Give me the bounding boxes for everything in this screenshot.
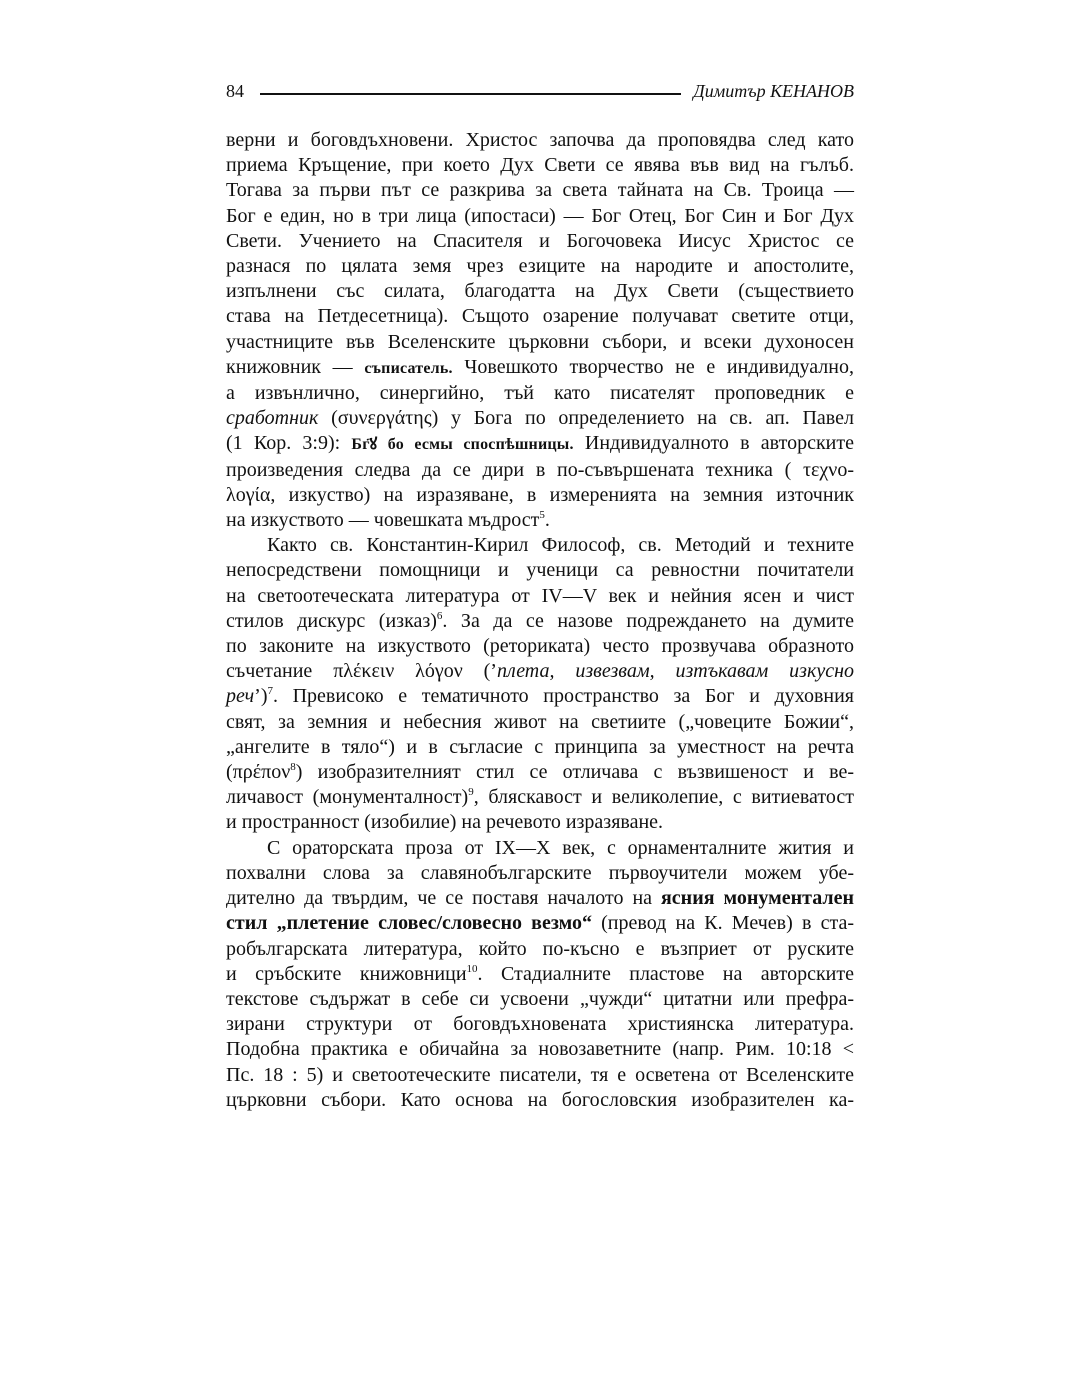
- text-run: ) изобразителният стил се отличава с възвишеност и ве-: [295, 761, 854, 784]
- text-line: участниците във Вселенските църковни събори, и всеки духоносен: [226, 330, 854, 353]
- text-run: ’): [254, 685, 268, 708]
- bold-term: стил „плетение словес/словесно везмо“: [226, 912, 592, 935]
- text-line: на светоотеческата литература от IV—V век и нейния ясен и чист: [226, 584, 854, 607]
- italic-term: сработник: [226, 407, 319, 430]
- text-line: Тогава за първи път се разкрива за света тайната на Св. Троица —: [226, 179, 854, 202]
- text-run: на изкуството — човешката мъдрост: [226, 509, 540, 532]
- text-run: , бляскавост и великолепие, с витиеватост: [473, 786, 855, 809]
- footnote-ref: 6: [436, 609, 443, 622]
- text-run: (превод на К. Мечев) в ста-: [591, 912, 854, 935]
- text-line: [226, 406, 854, 431]
- text-line: λογία, изкуство) на изразяване, в измеренията на земния източник: [226, 483, 854, 506]
- old-slavonic-word: съписатель.: [364, 359, 453, 377]
- text-line: и пространност (изобилие) на речевото изразяване.: [226, 811, 664, 834]
- running-head-author: Димитър КЕНАНОВ: [693, 81, 854, 101]
- text-line: Свети. Учението на Спасителя и Богочовека Иисус Христос се: [226, 229, 854, 252]
- text-line: текстове съдържат в себе си усвоени „чужди“ цитатни или префра-: [226, 987, 854, 1010]
- text-line: Пс. 18 : 5) и светоотеческите писатели, тя е осветена от Вселенските: [226, 1063, 854, 1086]
- footnote-ref: 7: [267, 685, 273, 698]
- old-slavonic-quote: Бг҃ꙋ бо есмы споспѣшницы.: [351, 436, 574, 454]
- text-line: изпълнени със силата, благодатта на Дух Свети (съществието: [226, 280, 854, 303]
- text-line: а извънлично, синергийно, тъй като писателят проповедник е: [226, 382, 854, 405]
- text-run: стилов дискурс (изказ): [226, 609, 437, 632]
- text-run: дително да твърдим, че се поставя началото на: [226, 887, 661, 910]
- text-line: [226, 684, 854, 709]
- text-line: робългарската литература, който по-късно е възприет от руските: [226, 937, 854, 960]
- text-line: по законите на изкуството (реториката) често прозвучава образното: [226, 635, 854, 658]
- text-line: [226, 659, 854, 684]
- text-line: [226, 785, 854, 810]
- text-line: разнася по цялата земя чрез езиците на народите и апостолите,: [226, 255, 854, 278]
- footnote-ref: 10: [466, 962, 478, 975]
- text-line: свят, за земния и небесния живот на светиите („човеците Божии“,: [226, 710, 854, 733]
- text-line: [226, 760, 854, 785]
- text-run: и сръбските книжовници: [226, 962, 467, 985]
- text-line: [226, 911, 854, 936]
- body-text: [226, 128, 854, 1113]
- footnote-ref: 5: [539, 509, 545, 522]
- text-line: Бог е един, но в три лица (ипостаси) — Бог Отец, Бог Син и Бог Дух: [226, 204, 854, 227]
- text-line: непосредствени помощници и ученици са ревностни почитатели: [226, 559, 854, 582]
- footnote-ref: 8: [290, 761, 296, 774]
- text-line: произведения следва да се дири в по-съвършената техника ( τεχνο-: [226, 458, 854, 481]
- bold-term: ясния монументален: [660, 887, 854, 910]
- text-run: . Стадиалните пластове на авторските: [477, 962, 854, 985]
- text-line: [226, 609, 854, 634]
- text-line: „ангелите в тяло“) и в съгласие с принципа за уместност на речта: [226, 735, 854, 758]
- text-line: приема Кръщение, при което Дух Свети се явява във вид на гълъб.: [226, 154, 854, 177]
- text-run: . Превисоко е тематичното пространство за Бог и духовния: [272, 685, 854, 708]
- text-line: Както св. Константин-Кирил Философ, св. Методий и техните: [267, 534, 854, 557]
- text-line: верни и боговдъхновени. Христос започва да проповядва след като: [226, 129, 854, 151]
- text-run: личавост (монументалност): [226, 786, 469, 809]
- text-run: Индивидуалното в авторските: [573, 432, 855, 455]
- text-run: (1 Кор. 3:9):: [226, 432, 352, 455]
- text-line: [226, 962, 854, 987]
- text-run: . За да се назове подреждането на думите: [442, 609, 854, 632]
- text-line: [226, 886, 854, 911]
- text-line: [226, 355, 854, 381]
- italic-gloss: плета, извезвам, изтъкавам изкусно: [496, 660, 854, 683]
- text-line: Подобна практика е обичайна за новозаветните (напр. Рим. 10:18 <: [226, 1038, 854, 1061]
- paragraph-1: [226, 128, 854, 533]
- text-run: книжовник —: [226, 355, 365, 378]
- page-header: [226, 76, 854, 102]
- page-number: 84: [226, 81, 244, 101]
- text-run: съчетание πλέκειν λόγον (’: [226, 660, 497, 683]
- header-rule: [260, 93, 681, 95]
- text-run: Човешкото творчество не е индивидуално,: [452, 355, 854, 378]
- text-run: .: [544, 509, 550, 532]
- text-line: [226, 508, 854, 533]
- text-run: (πρέπον: [226, 761, 291, 784]
- paragraph-3: [226, 836, 854, 1113]
- paragraph-2: [226, 533, 854, 835]
- text-run: (συνεργάτης) у Бога по определението на св. ап. Павел: [318, 407, 854, 430]
- text-line: [226, 431, 854, 457]
- footnote-ref: 9: [468, 786, 474, 799]
- text-line: църковни събори. Като основа на богословския изобразителен ка-: [226, 1088, 854, 1111]
- text-line: С ораторската проза от IX—X век, с орнаменталните жития и: [267, 836, 854, 859]
- italic-gloss: реч: [226, 685, 255, 708]
- text-line: похвални слова за славянобългарските първоучители можем убе-: [226, 861, 854, 884]
- text-line: зирани структури от боговдъхновената християнска литература.: [226, 1013, 854, 1036]
- text-line: става на Петдесетница). Същото озарение получават светите отци,: [226, 305, 854, 328]
